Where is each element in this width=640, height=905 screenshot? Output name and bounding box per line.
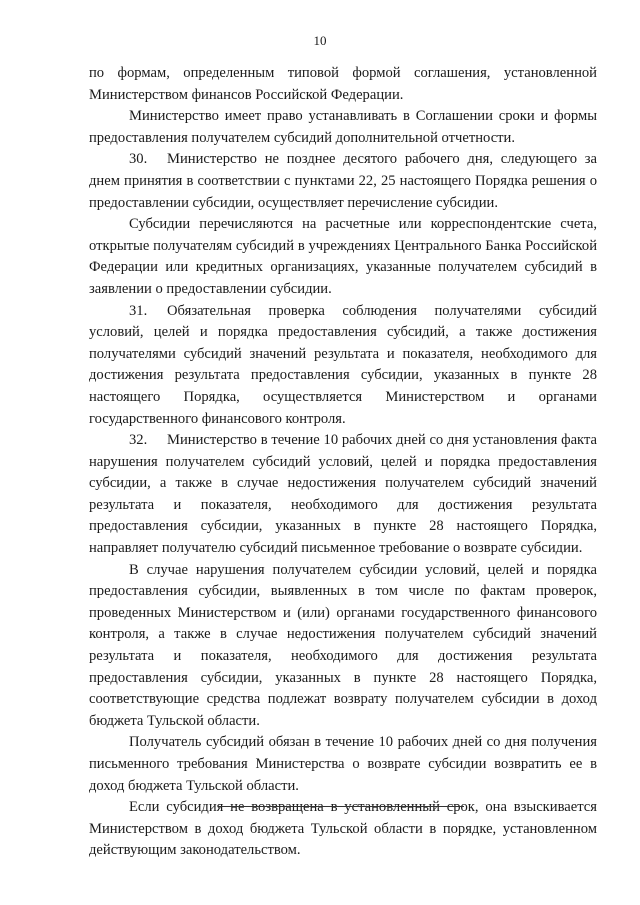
paragraph-text: Министерство не позднее десятого рабочего дня, следующего за днем принятия в соответствии с пунктами 22, 25 настоящего Порядка решения о предоставлении субсидии, осуществляет перечисление субсидии.: [89, 151, 597, 211]
paragraph-number: 32.: [129, 432, 148, 449]
closing-divider: [218, 806, 464, 807]
paragraph-continuation: по формам, определенным типовой формой соглашения, установленной Министерством финансов Российской Федерации.: [89, 65, 597, 103]
paragraph: Субсидии перечисляются на расчетные или корреспондентские счета, открытые получателям субсидий в учреждениях Центрального Банка Российской Федерации или кредитных организациях, указанные получателем субсидий в заявлении о предоставлении субсидии.: [89, 216, 597, 297]
paragraph-number: 31.: [129, 302, 148, 319]
numbered-paragraph-30: [89, 149, 597, 214]
page-number: 10: [313, 33, 327, 48]
numbered-paragraph-32: [89, 430, 597, 560]
paragraph-text: Министерство в течение 10 рабочих дней со дня установления факта нарушения получателем субсидий условий, целей и порядка предоставления субсидии, а также в случае недостижения получателем субсидий значений результата и показателя, необходимого для достижения результата предоставления субсидии, указанных в пункте 28 настоящего Порядка, направляет получателю субсидий письменное требование о возврате субсидии.: [89, 432, 597, 557]
paragraph: В случае нарушения получателем субсидии условий, целей и порядка предоставления субсидии, выявленных в том числе по фактам проверок, проведенных Министерством и (или) органами государственного финансового контроля, а также в случае недостижения получателем субсидий значений результата и показателя, необходимого для достижения результата предоставления субсидии, указанных в пункте 28 настоящего Порядка, соответствующие средства подлежат возврату получателем субсидии в доход бюджета Тульской области.: [89, 561, 597, 729]
paragraph: Получатель субсидий обязан в течение 10 рабочих дней со дня получения письменного требования Министерства о возврате субсидии возвратить ее в доход бюджета Тульской области.: [89, 734, 597, 794]
numbered-paragraph-31: [89, 301, 597, 431]
paragraph: Министерство имеет право устанавливать в Соглашении сроки и формы предоставления получателем субсидий дополнительной отчетности.: [89, 108, 597, 146]
document-body: [89, 63, 597, 862]
paragraph: Если субсидия не возвращена в установленный срок, она взыскивается Министерством в доход бюджета Тульской области в порядке, установленном действующим законодательством.: [89, 799, 597, 859]
paragraph-number: 30.: [129, 151, 148, 168]
paragraph-text: Обязательная проверка соблюдения получателями субсидий условий, целей и порядка предоставления субсидий, а также достижения получателями субсидий значений результата и показателя, необходимого для достижения результата предоставления субсидии, указанных в пункте 28 настоящего Порядка, осуществляется Министерством и органами государственного финансового контроля.: [89, 302, 597, 427]
